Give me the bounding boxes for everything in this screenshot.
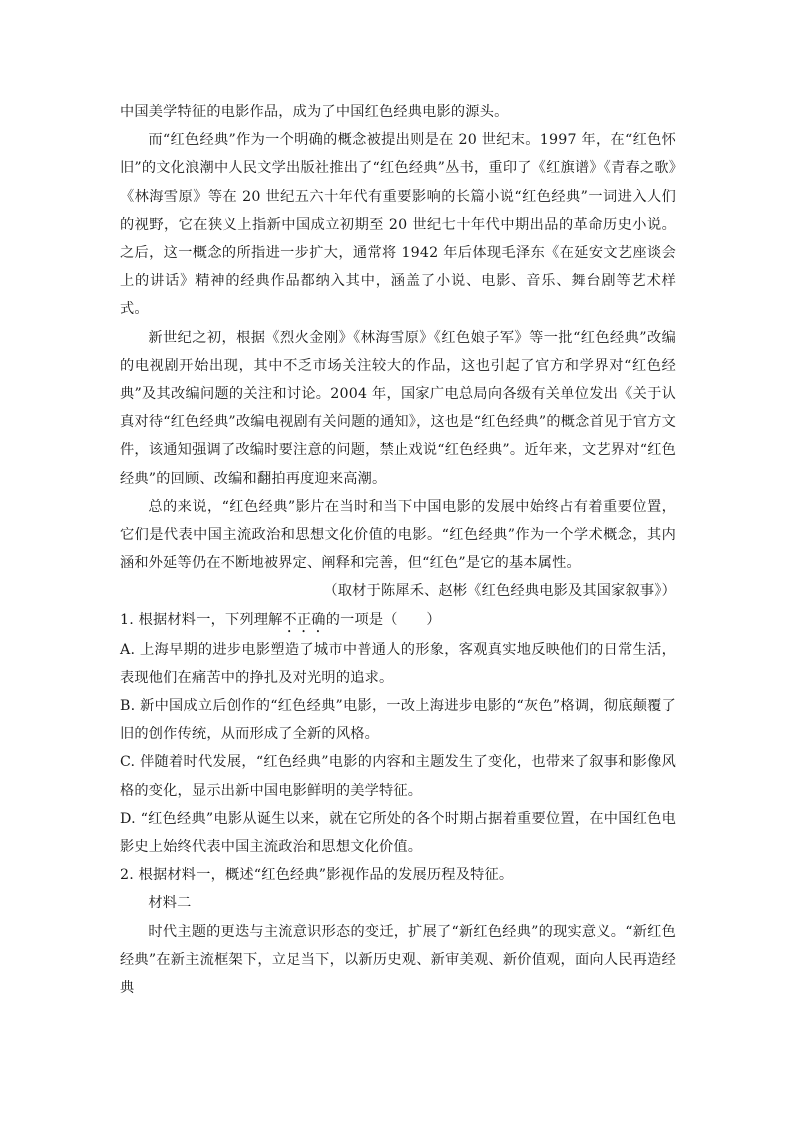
source-citation: （取材于陈犀禾、赵彬《红色经典电影及其国家叙事》）	[323, 583, 676, 600]
option-a-text: 上海早期的进步电影塑造了城市中普通人的形象，客观真实地反映他们的日常生活，表现他们在痛苦中的挣扎及对光明的追求。	[120, 641, 676, 686]
option-b	[120, 692, 676, 748]
paragraph-new-century-adaptations: 新世纪之初，根据《烈火金刚》《林海雪原》《红色娘子军》等一批“红色经典”改编的电视剧开始出现，其中不乏市场关注较大的作品，这也引起了官方和学界对“红色经典”及其改编问题的关注和讨论。2004 年，国家广电总局向各级有关单位发出《关于认真对待“红色经典”改编电视剧有关问题的通知》，这也是“红色经典”的概念首见于官方文件，该通知强调了改编时要注意的问题，禁止戏说“红色经典”。近年来，文艺界对“红色经典”的回顾、改编和翻拍再度迎来高潮。	[120, 329, 676, 487]
option-d	[120, 805, 676, 861]
question-2: 2. 根据材料一，概述“红色经典”影视作品的发展历程及特征。	[120, 867, 514, 884]
option-c-text: 伴随着时代发展，“红色经典”电影的内容和主题发生了变化，也带来了叙事和影像风格的变化，显示出新中国电影鲜明的美学特征。	[120, 754, 676, 799]
option-b-text: 新中国成立后创作的“红色经典”电影，一改上海进步电影的“灰色”格调，彻底颠覆了旧的创作传统，从而形成了全新的风格。	[120, 698, 676, 743]
paragraph-summary: 总的来说，“红色经典”影片在当时和当下中国电影的发展中始终占有着重要位置，它们是代表中国主流政治和思想文化价值的电影。“红色经典”作为一个学术概念，其内涵和外延等仍在不断地被界定、阐释和完善，但“红色”是它的基本属性。	[120, 498, 676, 572]
document-page	[120, 98, 676, 1002]
option-b-label: B.	[120, 698, 136, 715]
question-1-prefix: 1. 根据材料一，下列理解	[120, 611, 283, 628]
paragraph-continuation: 中国美学特征的电影作品，成为了中国红色经典电影的源头。	[120, 104, 509, 120]
option-d-label: D.	[120, 810, 136, 827]
material-2-paragraph: 时代主题的更迭与主流意识形态的变迁，扩展了“新红色经典”的现实意义。“新红色经典”在新主流框架下，立足当下，以新历史观、新审美观、新价值观，面向人民再造经典	[120, 923, 676, 997]
option-c	[120, 748, 676, 804]
option-c-label: C.	[120, 754, 136, 771]
question-1-emphasis: 不正确	[282, 611, 326, 628]
paragraph-red-classic-concept: 而“红色经典”作为一个明确的概念被提出则是在 20 世纪末。1997 年，在“红色怀旧”的文化浪潮中人民文学出版社推出了“红色经典”丛书，重印了《红旗谱》《青春之歌》《林海雪原》等在 20 世纪五六十年代有重要影响的长篇小说“红色经典”一词进入人们的视野，它在狭义上指新中国成立初期至 20 世纪七十年代中期出品的革命历史小说。之后，这一概念的所指进一步扩大，通常将 1942 年后体现毛泽东《在延安文艺座谈会上的讲话》精神的经典作品都纳入其中，涵盖了小说、电影、音乐、舞台剧等艺术样式。	[120, 132, 676, 318]
question-1-suffix: 的一项是（ ）	[325, 611, 441, 628]
material-2-heading: 材料二	[148, 895, 192, 912]
option-a	[120, 636, 676, 692]
question-1	[120, 606, 676, 636]
option-d-text: “红色经典”电影从诞生以来，就在它所处的各个时期占据着重要位置，在中国红色电影史上始终代表中国主流政治和思想文化价值。	[120, 810, 676, 856]
option-a-label: A.	[120, 641, 136, 658]
